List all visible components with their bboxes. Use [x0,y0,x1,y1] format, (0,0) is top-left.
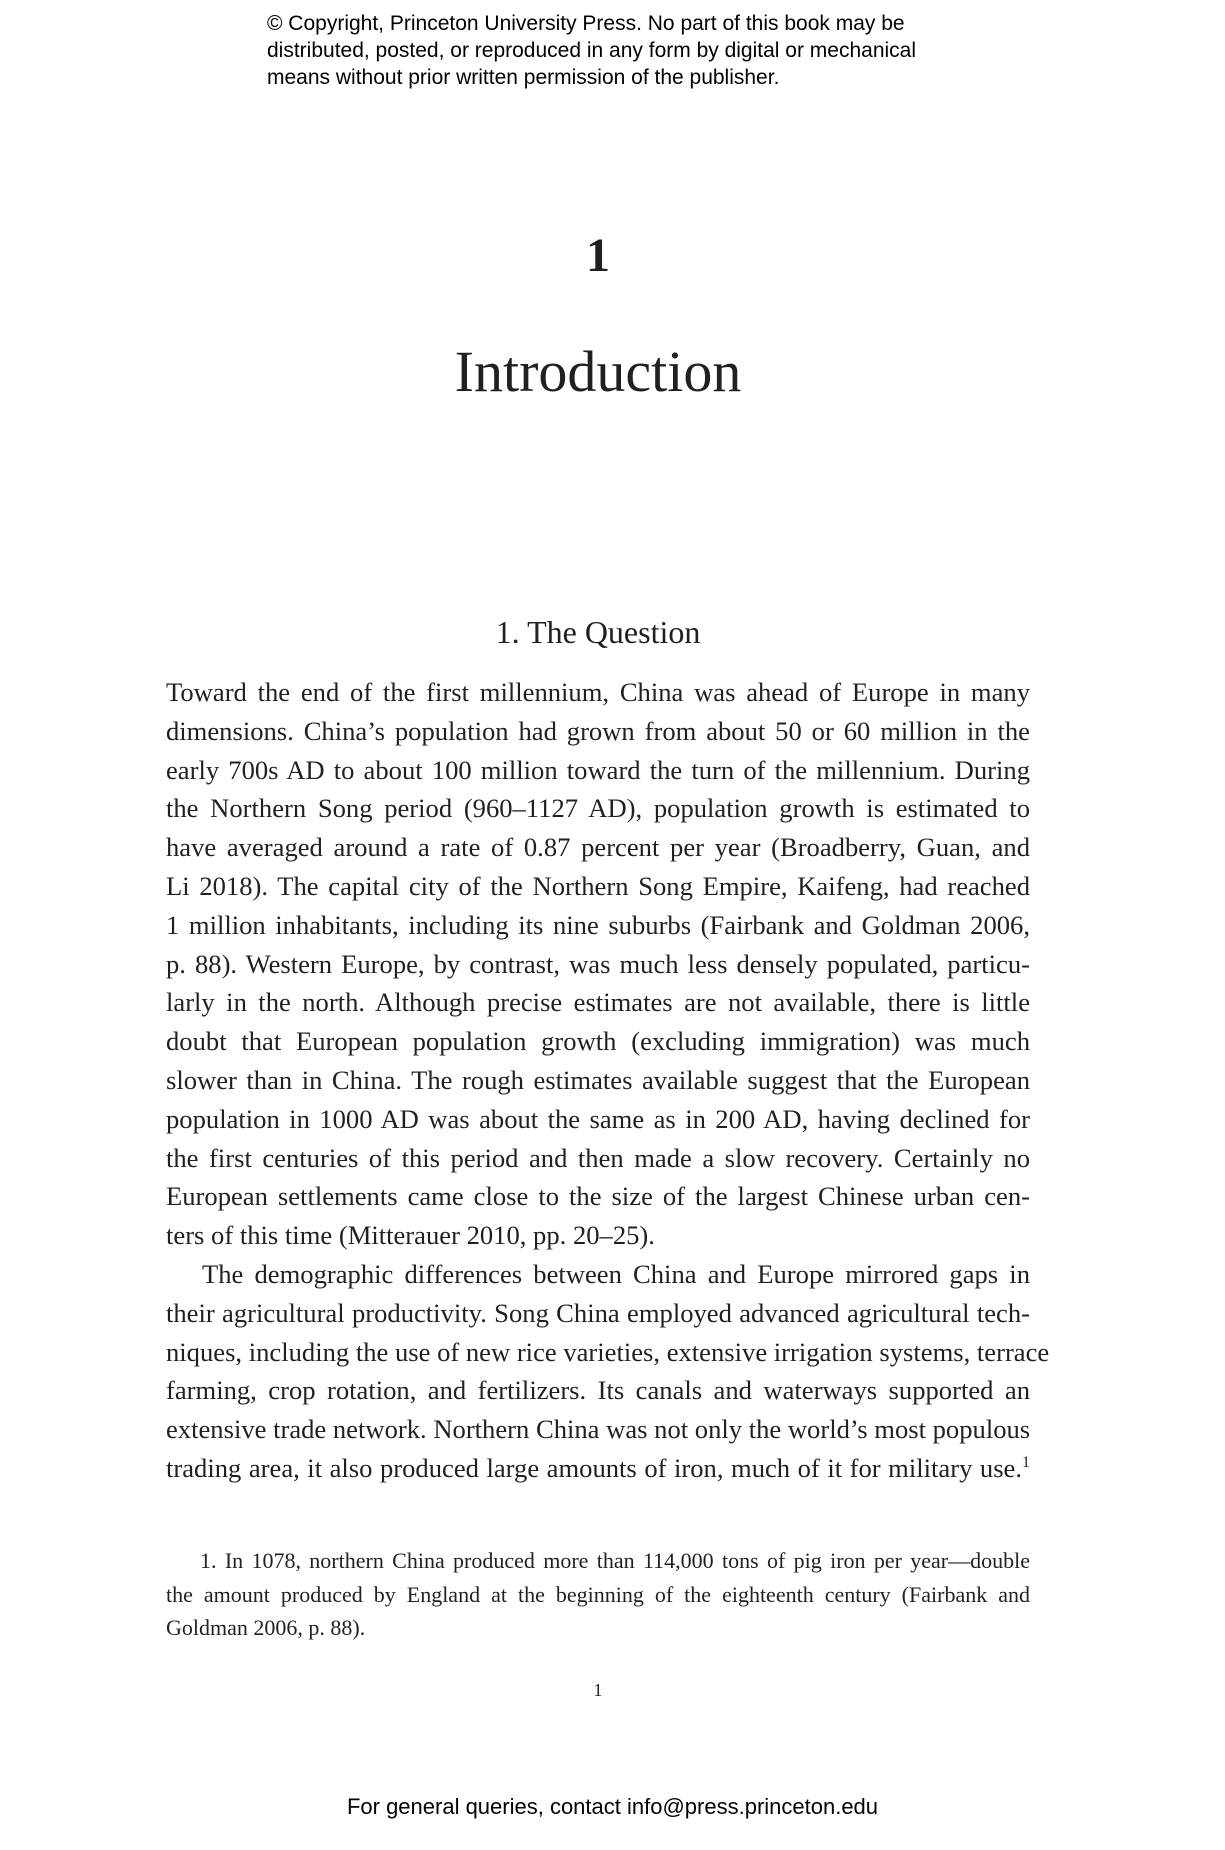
chapter-number: 1 [586,229,610,282]
body-line: farming, crop rotation, and fertilizers. Its canals and waterways supported an [166,1375,1030,1406]
body-line: slower than in China. The rough estimates available suggest that the European [166,1064,1030,1095]
body-line: European settlements came close to the size of the largest Chinese urban cen- [166,1181,1030,1212]
body-line: extensive trade network. Northern China was not only the world’s most populous [166,1414,1031,1445]
footer-contact: For general queries, contact info@press.princeton.edu [346,1794,879,1819]
body-line: larly in the north. Although precise estimates are not available, there is little [166,987,1030,1018]
copyright-line: distributed, posted, or reproduced in any form by digital or mechanical [267,39,917,62]
body-line: 1 million inhabitants, including its nine suburbs (Fairbank and Goldman 2006, [166,909,1030,940]
footnote-line: the amount produced by England at the beginning of the eighteenth century (Fairbank and [166,1581,1030,1607]
section-heading: 1. The Question [495,614,701,650]
body-line: Li 2018). The capital city of the Northern Song Empire, Kaifeng, had reached [166,870,1030,901]
body-line: Toward the end of the first millennium, China was ahead of Europe in many [166,677,1030,707]
copyright-line: © Copyright, Princeton University Press. No part of this book may be [267,12,905,35]
body-line: the Northern Song period (960–1127 AD), population growth is estimated to [166,793,1030,824]
body-line: p. 88). Western Europe, by contrast, was much less densely populated, particu- [166,948,1030,979]
copyright-notice [267,10,987,91]
body-line: their agricultural productivity. Song China employed advanced agricultural tech- [166,1297,1030,1328]
body-line: population in 1000 AD was about the same as in 200 AD, having declined for [166,1103,1030,1134]
body-line: doubt that European population growth (excluding immigration) was much [166,1026,1030,1057]
body-line: dimensions. China’s population had grown from about 50 or 60 million in the [166,715,1030,746]
body-line: ters of this time (Mitterauer 2010, pp. 20–25). [166,1220,655,1251]
body-line: The demographic differences between China and Europe mirrored gaps in [202,1258,1030,1289]
page-number: 1 [593,1680,603,1700]
body-line-with-footnote [166,1449,1030,1488]
footnote-line: 1. In 1078, northern China produced more than 114,000 tons of pig iron per year—double [200,1548,1030,1573]
body-line: niques, including the use of new rice varieties, extensive irrigation systems, terrace [166,1336,1050,1367]
body-line: early 700s AD to about 100 million toward the turn of the millennium. During [166,754,1030,785]
body-line-text: trading area, it also produced large amounts of iron, much of it for military use. [166,1452,1022,1483]
chapter-title: Introduction [454,339,742,404]
body-line: have averaged around a rate of 0.87 percent per year (Broadberry, Guan, and [166,832,1030,863]
footnote [166,1544,1030,1645]
body-line: the first centuries of this period and then made a slow recovery. Certainly no [166,1142,1030,1173]
footnote-reference[interactable]: 1 [1022,1454,1030,1472]
footnote-line: Goldman 2006, p. 88). [166,1615,366,1640]
copyright-line: means without prior written permission of the publisher. [267,66,780,89]
body-text [166,673,1050,1488]
